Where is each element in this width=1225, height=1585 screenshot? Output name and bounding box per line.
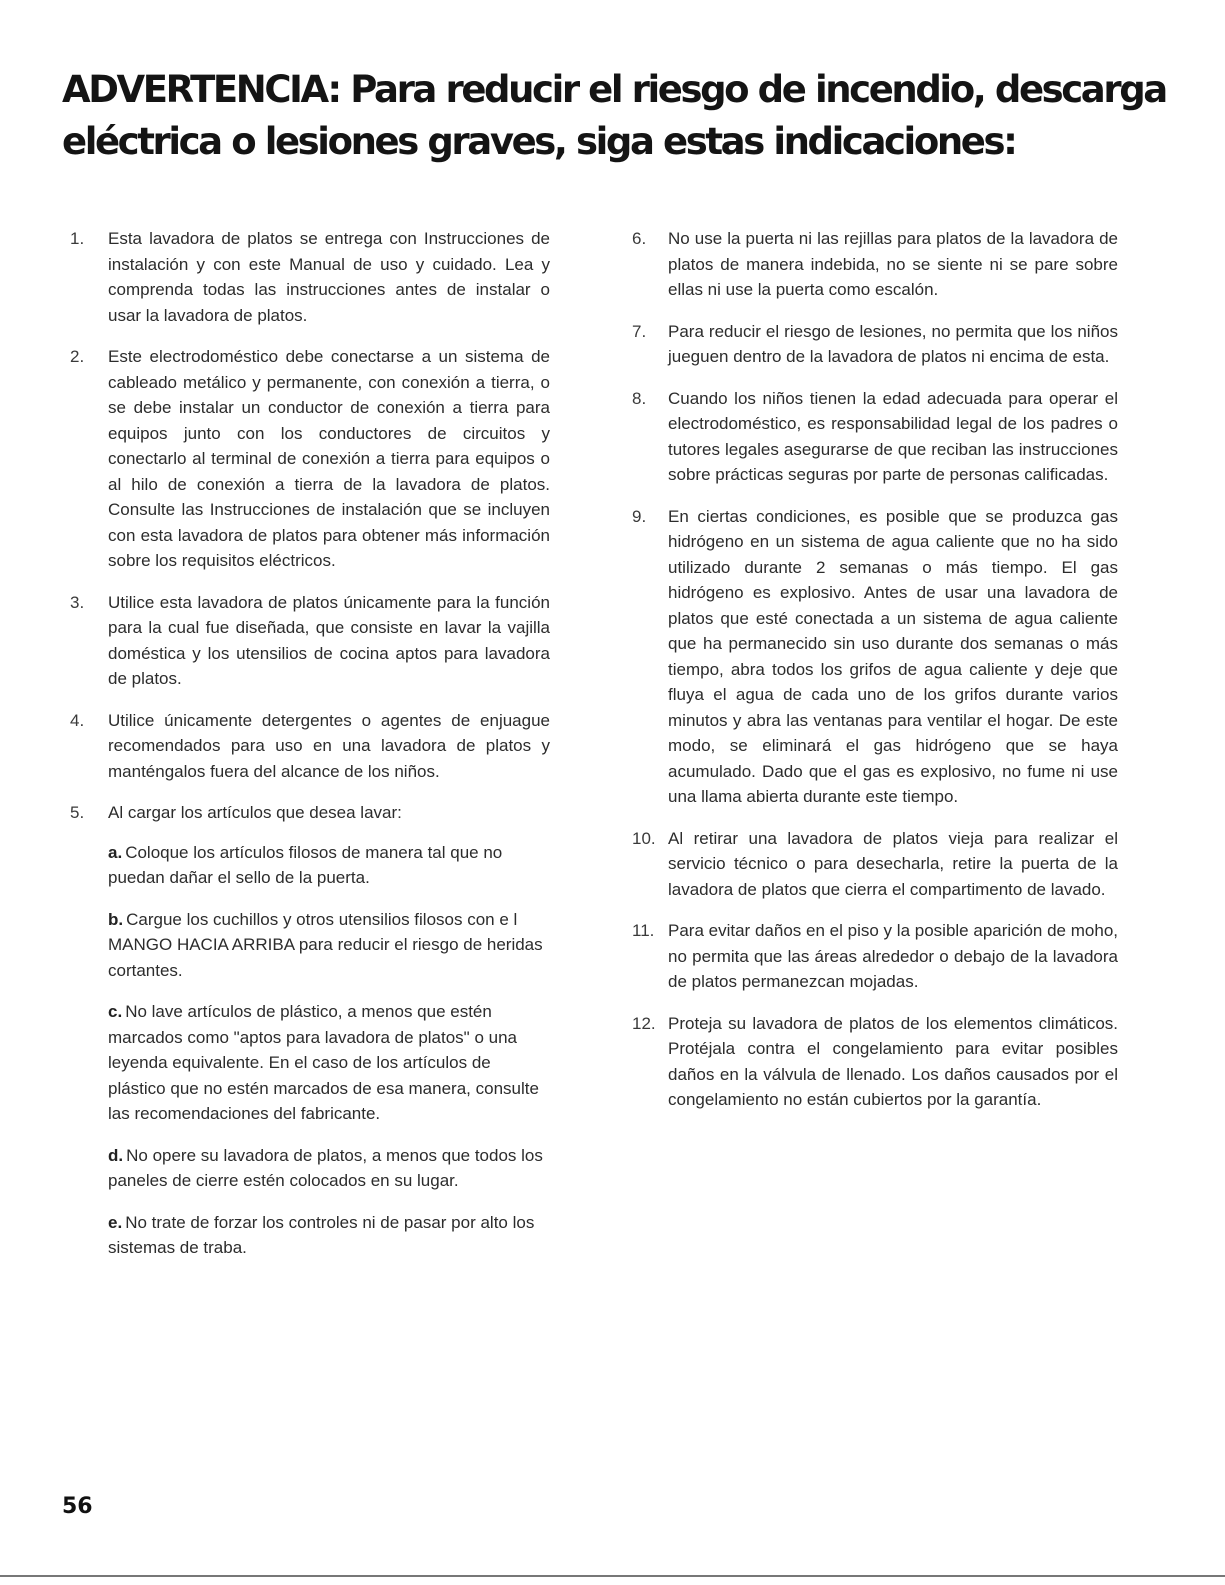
sub-item (108, 999, 550, 1127)
list-item (632, 319, 1118, 370)
left-column (70, 226, 550, 1277)
sub-list (108, 840, 550, 1261)
item-text: Cuando los niños tienen la edad adecuada para operar el electrodoméstico, es responsabilidad legal de los padres o tutores legales asegurarse de que reciban las instrucciones sobre prácticas seguras por parte de personas calificadas. (668, 388, 1118, 484)
item-number: 9. (632, 506, 647, 526)
list-item (632, 386, 1118, 488)
item-text: Al cargar los artículos que desea lavar: (108, 803, 402, 822)
warning-heading: ADVERTENCIA: Para reducir el riesgo de incendio, descarga eléctrica o lesiones graves, siga estas indicaciones: (62, 68, 1166, 163)
list-item (632, 504, 1118, 810)
item-number: 10. (632, 828, 656, 848)
item-number: 3. (70, 592, 85, 612)
item-text: Utilice únicamente detergentes o agentes de enjuague recomendados para uso en una lavadora de platos y manténgalos fuera del alcance de los niños. (108, 710, 550, 781)
sub-item (108, 907, 550, 984)
item-number: 5. (70, 803, 85, 822)
item-text: Proteja su lavadora de platos de los elementos climáticos. Protéjala contra el congelamiento para evitar posibles daños en la válvula de llenado. Los daños causados por el congelamiento no están cubiertos por la garantía. (668, 1013, 1118, 1109)
sub-item-text: Coloque los artículos filosos de manera tal que no puedan dañar el sello de la puerta. (108, 842, 503, 887)
sub-item-letter: b. (108, 909, 124, 929)
list-item (632, 826, 1118, 903)
item-number: 12. (632, 1013, 656, 1033)
right-column (632, 226, 1118, 1129)
item-text: Para reducir el riesgo de lesiones, no permita que los niños jueguen dentro de la lavadora de platos ni encima de esta. (668, 321, 1118, 366)
sub-item-text: No trate de forzar los controles ni de pasar por alto los sistemas de traba. (108, 1212, 535, 1257)
list-item (70, 708, 550, 785)
list-item (70, 226, 550, 328)
item-number: 2. (70, 347, 85, 366)
item-number: 8. (632, 388, 647, 408)
item-text: Para evitar daños en el piso y la posible aparición de moho, no permita que las áreas alrededor o debajo de la lavadora de platos permanezcan mojadas. (668, 921, 1118, 991)
bottom-divider (0, 1575, 1225, 1577)
item-text: Esta lavadora de platos se entrega con Instrucciones de instalación y con este Manual de uso y cuidado. Lea y comprenda todas las instrucciones antes de instalar o usar la lavadora de platos. (108, 229, 550, 325)
list-item (632, 1011, 1118, 1113)
page-number: 56 (62, 1494, 93, 1519)
item-number: 11. (632, 921, 655, 940)
list-item (632, 226, 1118, 303)
item-text: No use la puerta ni las rejillas para platos de la lavadora de platos de manera indebida, no se siente ni se pare sobre ellas ni use la puerta como escalón. (668, 229, 1118, 299)
list-item (70, 344, 550, 574)
sub-item (108, 840, 550, 891)
sub-item-text: No lave artículos de plástico, a menos que estén marcados como "aptos para lavadora de platos" o una leyenda equivalente. En el caso de los artículos de plástico que no estén marcados de esa manera, consulte las recomendaciones del fabricante. (108, 1002, 539, 1123)
item-text: Este electrodoméstico debe conectarse a un sistema de cableado metálico y permanente, con conexión a tierra, o se debe instalar un conductor de conexión a tierra para equipos junto con los conductores de circuitos y conectarlo al terminal de conexión a tierra para equipos o al hilo de conexión a tierra de la lavadora de platos. Consulte las Instrucciones de instalación que se incluyen con esta lavadora de platos para obtener más información sobre los requisitos eléctricos. (108, 347, 550, 570)
sub-item-letter: c. (108, 1002, 123, 1021)
sub-item-letter: a. (108, 842, 123, 862)
sub-item-text: No opere su lavadora de platos, a menos que todos los paneles de cierre estén colocados en su lugar. (108, 1145, 543, 1190)
sub-item-letter: d. (108, 1145, 124, 1165)
item-number: 1. (70, 229, 85, 248)
sub-item (108, 1210, 550, 1261)
list-item (70, 590, 550, 692)
list-item (632, 918, 1118, 995)
item-text: Al retirar una lavadora de platos vieja para realizar el servicio técnico o para desecharla, retire la puerta de la lavadora de platos que cierra el compartimento de lavado. (668, 828, 1118, 899)
item-text: En ciertas condiciones, es posible que se produzca gas hidrógeno en un sistema de agua caliente que no ha sido utilizado durante 2 semanas o más tiempo. El gas hidrógeno es explosivo. Antes de usar una lavadora de platos que esté conectada a un sistema de agua caliente que ha permanecido sin uso durante dos semanas o más tiempo, abra todos los grifos de agua caliente y deje que fluya el agua de cada uno de los grifos durante varios minutos y abra las ventanas para ventilar el hogar. De este modo, se eliminará el gas hidrógeno que se haya acumulado. Dado que el gas es explosivo, no fume ni use una llama abierta durante este tiempo. (668, 506, 1118, 806)
item-number: 7. (632, 321, 647, 341)
item-number: 4. (70, 710, 85, 730)
list-item (70, 800, 550, 1261)
sub-item-letter: e. (108, 1212, 123, 1232)
sub-item-text: Cargue los cuchillos y otros utensilios filosos con e l MANGO HACIA ARRIBA para reducir el riesgo de heridas cortantes. (108, 909, 543, 980)
sub-item (108, 1143, 550, 1194)
item-number: 6. (632, 229, 647, 248)
item-text: Utilice esta lavadora de platos únicamente para la función para la cual fue diseñada, que consiste en lavar la vajilla doméstica y los utensilios de cocina aptos para lavadora de platos. (108, 592, 550, 688)
